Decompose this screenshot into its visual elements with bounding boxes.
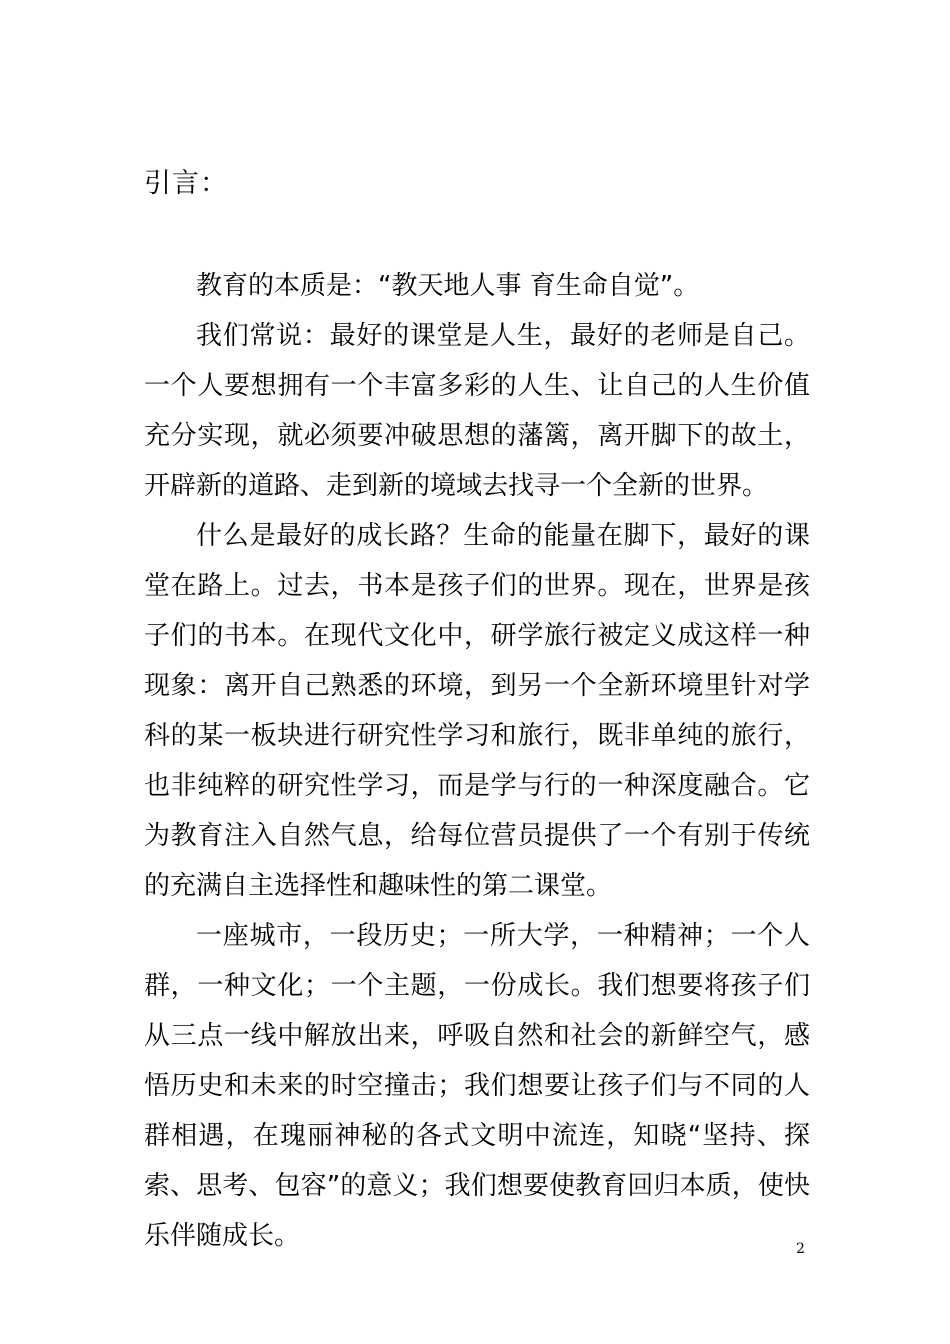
paragraph-2: 我们常说：最好的课堂是人生，最好的老师是自己。一个人要想拥有一个丰富多彩的人生、让自己的人生价值充分实现，就必须要冲破思想的藩篱，离开脚下的故土，开辟新的道路、走到新的境域去找寻一个全新的世界。: [144, 321, 810, 501]
body-text: [144, 261, 810, 1261]
section-heading: 引言：: [144, 168, 228, 199]
page-number: 2: [796, 1241, 805, 1257]
paragraph-3: 什么是最好的成长路？生命的能量在脚下，最好的课堂在路上。过去，书本是孩子们的世界。现在，世界是孩子们的书本。在现代文化中，研学旅行被定义成这样一种现象：离开自己熟悉的环境，到另一个全新环境里针对学科的某一板块进行研究性学习和旅行，既非单纯的旅行，也非纯粹的研究性学习，而是学与行的一种深度融合。它为教育注入自然气息，给每位营员提供了一个有别于传统的充满自主选择性和趣味性的第二课堂。: [144, 521, 810, 901]
paragraph-1: 教育的本质是：“教天地人事 育生命自觉”。: [196, 271, 700, 301]
paragraph-4: 一座城市，一段历史；一所大学，一种精神；一个人群，一种文化；一个主题，一份成长。我们想要将孩子们从三点一线中解放出来，呼吸自然和社会的新鲜空气，感悟历史和未来的时空撞击；我们想要让孩子们与不同的人群相遇，在瑰丽神秘的各式文明中流连，知晓“坚持、探索、思考、包容”的意义；我们想要使教育回归本质，使快乐伴随成长。: [144, 921, 810, 1251]
